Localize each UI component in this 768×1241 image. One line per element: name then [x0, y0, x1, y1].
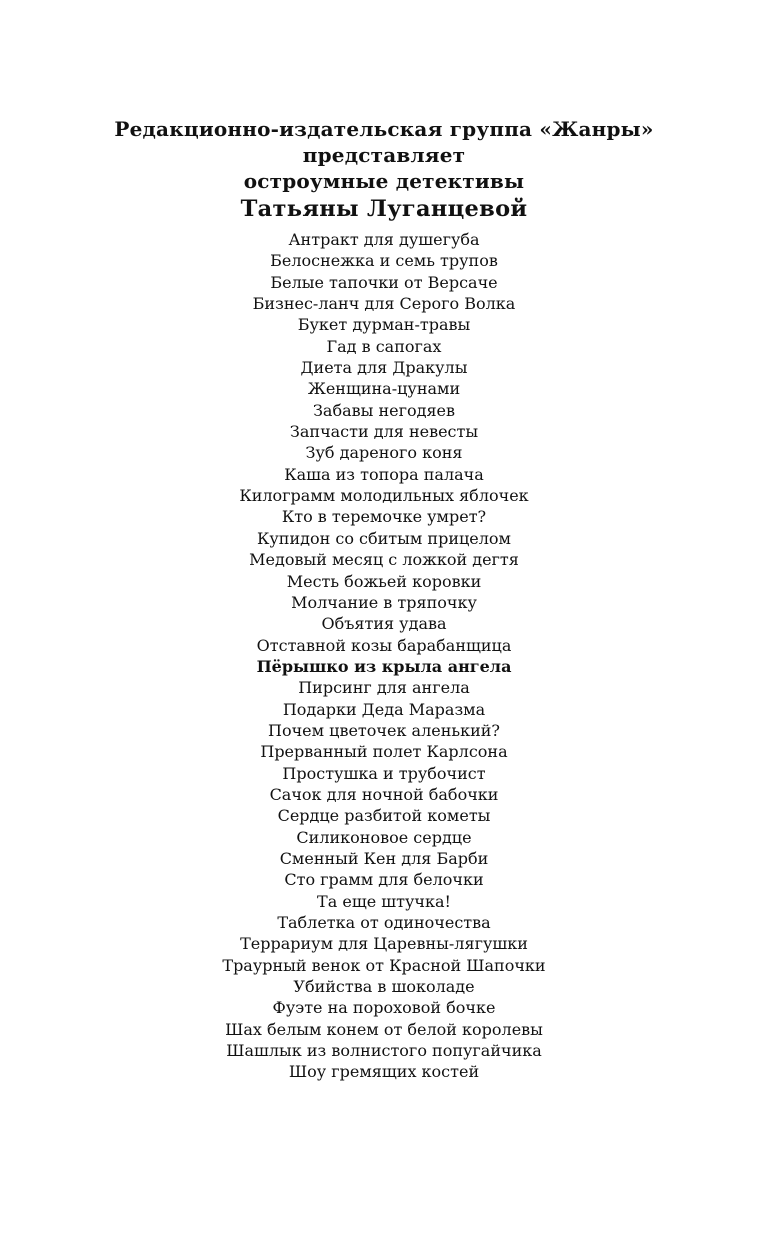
book-title: Медовый месяц с ложкой дегтя [249, 550, 519, 570]
book-title: Купидон со сбитым прицелом [257, 528, 511, 548]
book-title: Сменный Кен для Барби [279, 848, 489, 868]
book-title: Подарки Деда Маразма [282, 699, 486, 719]
book-title: Простушка и трубочист [282, 763, 486, 783]
book-title: Объятия удава [321, 614, 447, 634]
publisher-line: Редакционно-издательская группа «Жанры» [114, 117, 654, 141]
book-title: Силиконовое сердце [296, 827, 472, 847]
book-title: Почем цветочек аленький? [268, 720, 500, 740]
book-title: Белые тапочки от Версаче [270, 272, 498, 292]
book-title: Диета для Дракулы [300, 358, 468, 378]
book-title: Каша из топора палача [284, 464, 484, 484]
book-title: Шах белым конем от белой королевы [225, 1019, 543, 1039]
book-title: Запчасти для невесты [289, 422, 479, 442]
book-title: Прерванный полет Карлсона [260, 742, 508, 762]
book-title: Отставной козы барабанщица [256, 635, 512, 655]
book-title: Убийства в шоколаде [293, 977, 475, 997]
book-title: Забавы негодяев [312, 400, 456, 420]
book-title: Зуб дареного коня [305, 443, 463, 463]
book-title: Женщина-цунами [307, 379, 461, 399]
author-name: Татьяны Луганцевой [240, 196, 528, 222]
book-title: Гад в сапогах [326, 336, 442, 356]
book-title: Килограмм молодильных яблочек [239, 486, 529, 506]
book-title: Сто грамм для белочки [284, 870, 484, 890]
book-title: Сачок для ночной бабочки [269, 784, 499, 804]
book-titles-list [0, 229, 768, 1083]
book-title: Бизнес-ланч для Серого Волка [252, 294, 516, 314]
book-title: Шашлык из волнистого попугайчика [226, 1041, 542, 1061]
book-title: Антракт для душегуба [288, 230, 480, 249]
book-title: Фуэте на пороховой бочке [272, 998, 496, 1018]
book-title: Сердце разбитой кометы [277, 806, 491, 826]
book-title: Шоу гремящих костей [288, 1062, 480, 1082]
publisher-header [0, 116, 768, 224]
book-title: Траурный венок от Красной Шапочки [222, 955, 546, 975]
book-title-highlighted: Пёрышко из крыла ангела [256, 656, 512, 676]
book-title: Молчание в тряпочку [291, 592, 477, 612]
book-title: Таблетка от одиночества [277, 913, 491, 932]
book-title: Террариум для Царевны-лягушки [240, 934, 528, 954]
book-title: Кто в теремочке умрет? [281, 507, 487, 527]
book-title: Та еще штучка! [317, 891, 451, 911]
book-title: Месть божьей коровки [286, 571, 482, 591]
book-title: Букет дурман-травы [297, 315, 471, 335]
book-title: Пирсинг для ангела [298, 678, 470, 698]
presents-line: представляет [302, 143, 466, 167]
book-title: Белоснежка и семь трупов [270, 251, 498, 271]
genre-line: остроумные детективы [243, 169, 525, 193]
